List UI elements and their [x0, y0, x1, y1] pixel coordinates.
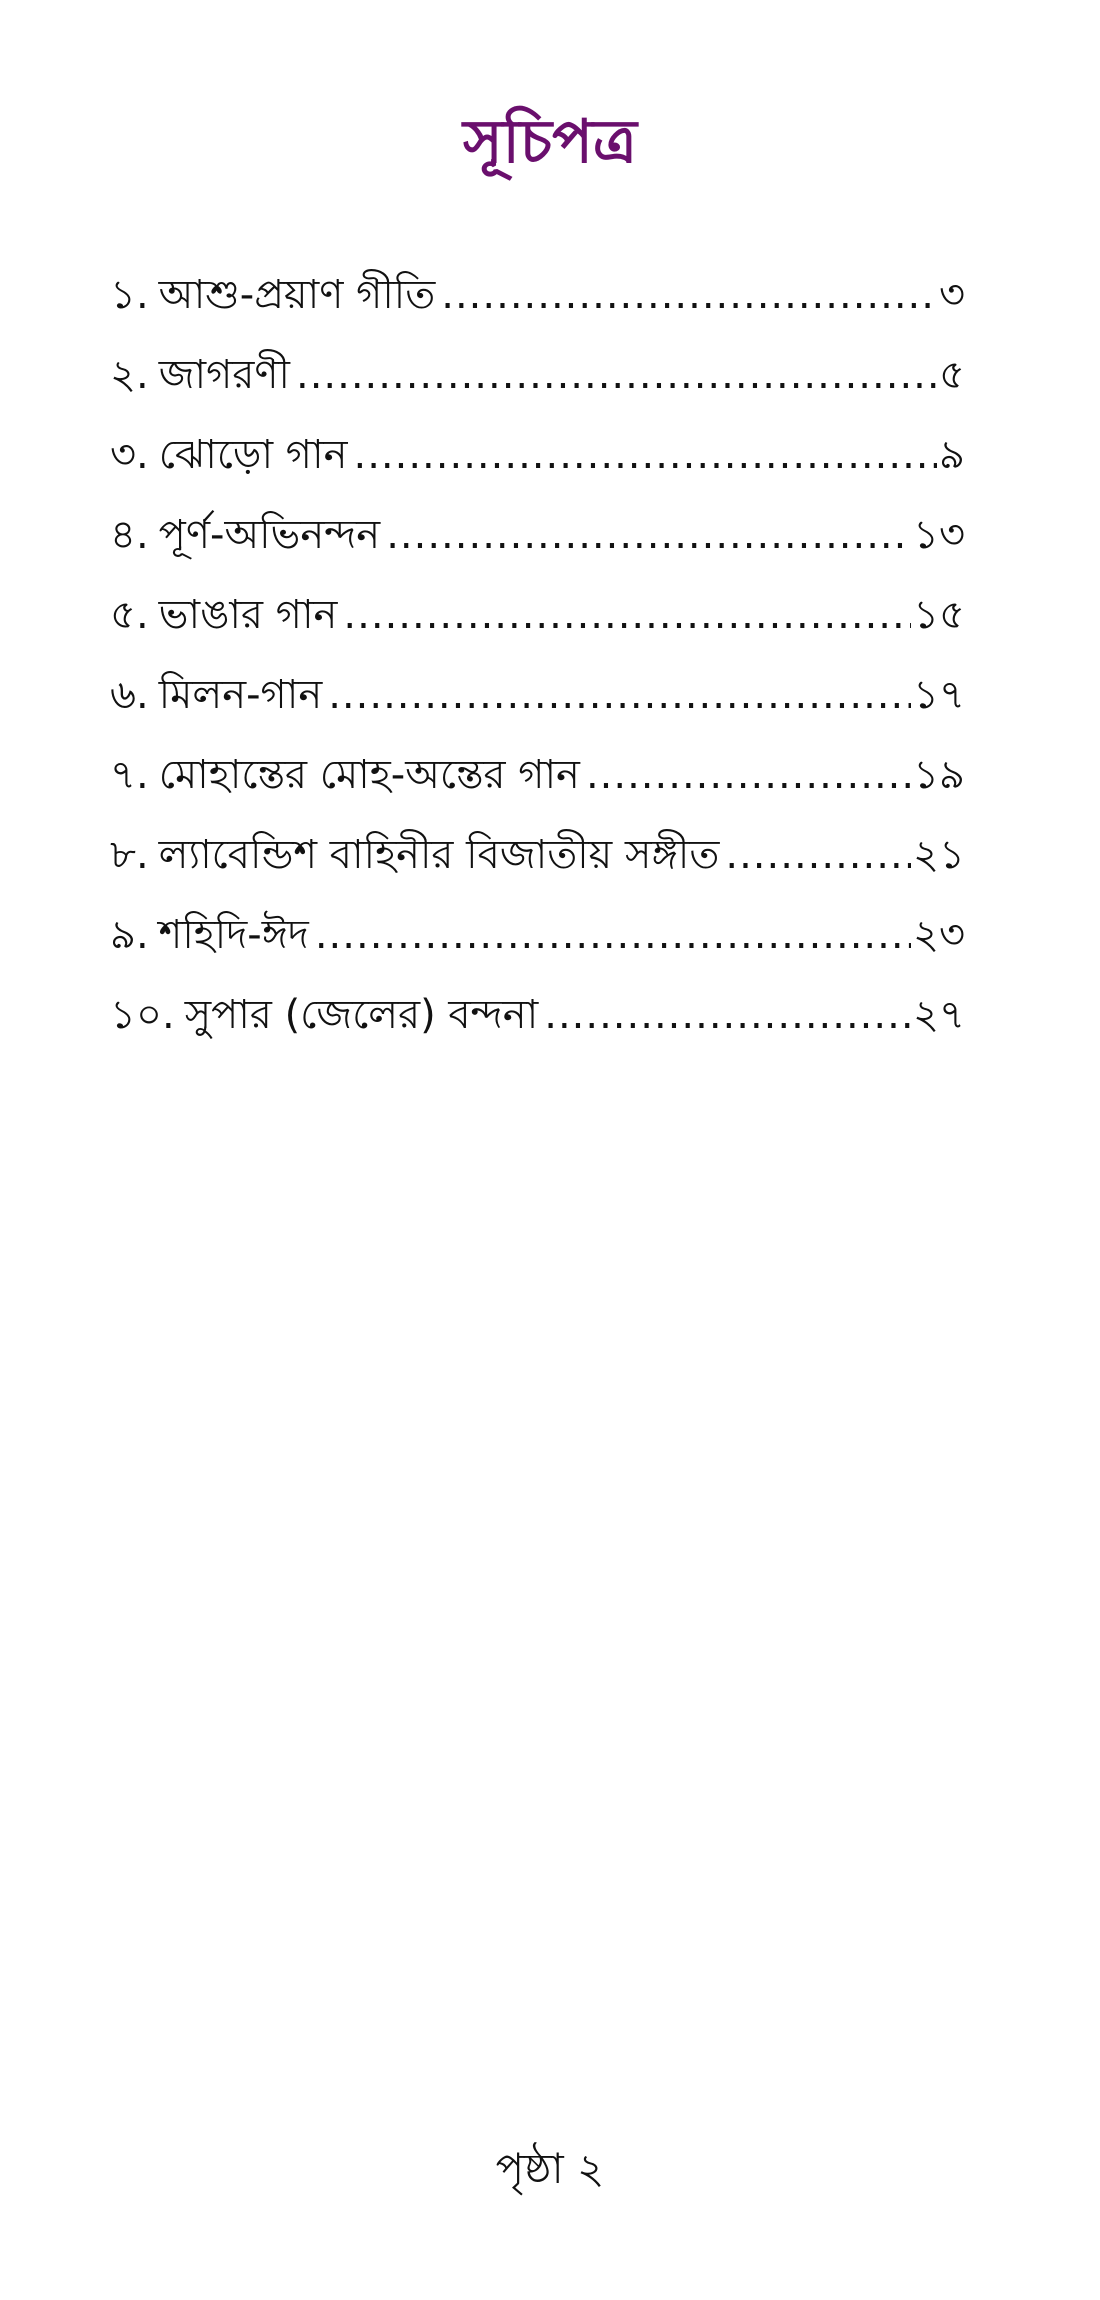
toc-entry[interactable] [110, 575, 965, 655]
toc-entry-title: আশু-প্রয়াণ গীতি [158, 272, 436, 318]
toc-entry-page: ১৭ [913, 672, 965, 718]
dot-leader [544, 975, 911, 1055]
dot-leader [353, 415, 937, 495]
toc-entry-title: জাগরণী [158, 352, 290, 398]
dot-leader [386, 495, 911, 575]
dot-leader [328, 655, 911, 735]
toc-entry[interactable] [110, 415, 965, 495]
toc-entry-page: ২১ [913, 832, 965, 878]
toc-entry-title: মোহান্তের মোহ-অন্তের গান [158, 752, 580, 798]
toc-entry-page: ২৭ [912, 992, 965, 1038]
toc-entry-page: ১৯ [913, 752, 965, 798]
toc-entry-number: ১. [110, 272, 149, 318]
toc-entry-title: ল্যাবেন্ডিশ বাহিনীর বিজাতীয় সঙ্গীত [158, 832, 720, 878]
toc-entry-page: ২৩ [912, 912, 965, 958]
dot-leader [441, 255, 937, 335]
toc-entry-page: ৫ [939, 352, 965, 398]
toc-entry-number: ৮. [110, 832, 149, 878]
toc-entry-title: সুপার (জেলের) বন্দনা [184, 992, 539, 1038]
toc-entry-number: ৭. [110, 752, 149, 798]
toc-entry-number: ২. [110, 352, 149, 398]
page-title: সূচিপত্র [463, 107, 637, 178]
toc-entry-number: ৪. [110, 512, 149, 558]
toc-entry-number: ১০. [110, 992, 175, 1038]
dot-leader [343, 575, 911, 655]
toc-entry[interactable] [110, 255, 965, 335]
toc-entry-number: ৯. [110, 912, 149, 958]
toc-entry[interactable] [110, 335, 965, 415]
toc-entry-page: ৩ [938, 272, 965, 318]
toc-entry-page: ১৩ [913, 512, 965, 558]
toc-entry-title: ভাঙার গান [158, 592, 338, 638]
toc-entry-page: ১৫ [913, 592, 965, 638]
toc-entry-number: ৩. [110, 432, 149, 478]
toc-entry[interactable] [110, 735, 965, 815]
toc-entry-number: ৫. [110, 592, 149, 638]
toc-entry-number: ৬. [110, 672, 149, 718]
toc-entry-title: ঝোড়ো গান [158, 432, 348, 478]
toc-entry-title: পূর্ণ-অভিনন্দন [158, 512, 381, 558]
toc-entry-page: ৯ [939, 432, 965, 478]
page-number-footer: পৃষ্ঠা ২ [495, 2144, 605, 2193]
table-of-contents [110, 255, 965, 1055]
toc-entry-title: মিলন-গান [158, 672, 323, 718]
toc-entry[interactable] [110, 815, 965, 895]
dot-leader [315, 895, 911, 975]
toc-entry-title: শহিদি-ঈদ [158, 912, 309, 958]
toc-entry[interactable] [110, 975, 965, 1055]
dot-leader [725, 815, 911, 895]
toc-entry[interactable] [110, 655, 965, 735]
dot-leader [296, 335, 937, 415]
dot-leader [586, 735, 911, 815]
toc-entry[interactable] [110, 895, 965, 975]
toc-entry[interactable] [110, 495, 965, 575]
